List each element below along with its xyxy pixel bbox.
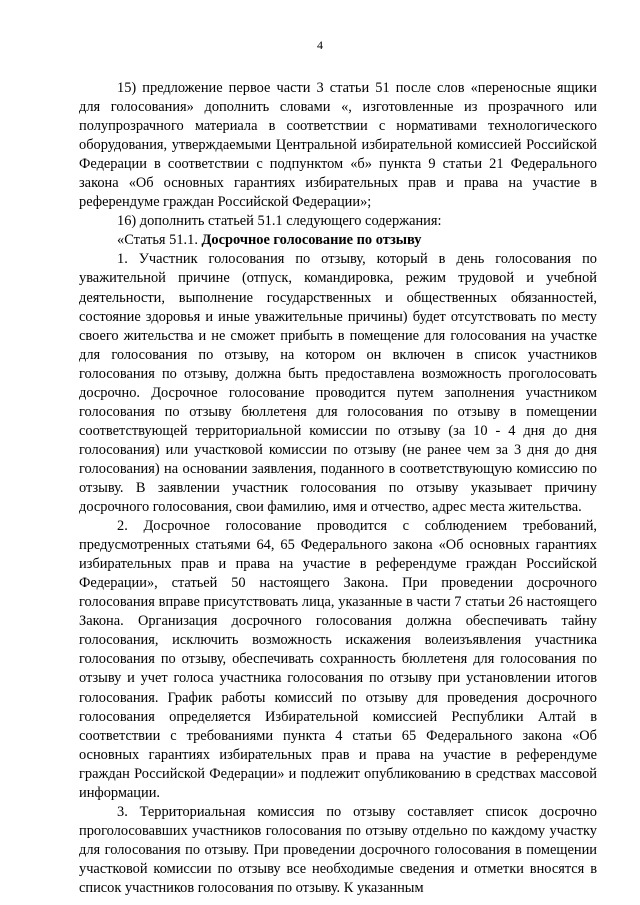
- article-heading: [79, 231, 597, 250]
- article-part-3: 3. Территориальная комиссия по отзыву составляет список досрочно проголосовавших участников голосования по отзыву отдельно по каждому участку для голосования по отзыву. При проведении досрочного голосования в помещении участковой комиссии по отзыву все необходимые сведения и отметки вносятся в список участников голосования по отзыву. К указанным: [79, 803, 597, 896]
- article-title: Досрочное голосование по отзыву: [201, 232, 422, 249]
- page-number: 4: [317, 38, 323, 52]
- article-part-2: 2. Досрочное голосование проводится с соблюдением требований, предусмотренных статьями 64, 65 Федерального закона «Об основных гарантиях избирательных прав и права на участие в референдуме граждан Российской Федерации», статьей 50 настоящего Закона. При проведении досрочного голосования вправе присутствовать лица, указанные в части 7 статьи 26 настоящего Закона. Организация досрочного голосования должна обеспечивать тайну голосования, исключить возможность искажения волеизъявления участника голосования по отзыву, обеспечивать сохранность бюллетеня для голосования по отзыву и учет голоса участника голосования по отзыву при установлении итогов голосования. График работы комиссий по отзыву для проведения досрочного голосования определяется Избирательной комиссией Республики Алтай в соответствии с требованиями пункта 4 статьи 65 Федерального закона «Об основных гарантиях избирательных прав и права на участие в референдуме граждан Российской Федерации» и подлежит опубликованию в средствах массовой информации.: [79, 518, 597, 801]
- article-part-1: 1. Участник голосования по отзыву, который в день голосования по уважительной причине (отпуск, командировка, режим трудовой и учебной деятельности, выполнение государственных и общественных обязанностей, состояние здоровья и иные уважительные причины) будет отсутствовать по месту своего жительства и не сможет прибыть в помещение для голосования на участке для голосования по отзыву, на котором он включен в список участников голосования по отзыву, должна быть предоставлена возможность проголосовать досрочно. Досрочное голосование проводится путем заполнения участником голосования по отзыву бюллетеня для голосования по отзыву в помещении соответствующей территориальной комиссии по отзыву (за 10 - 4 дня до дня голосования) или участковой комиссии по отзыву (не ранее чем за 3 дня до дня голосования) на основании заявления, поданного в соответствующую комиссию по отзыву. В заявлении участник голосования по отзыву указывает причину досрочного голосования, свои фамилию, имя и отчество, адрес места жительства.: [79, 251, 597, 516]
- document-body: [79, 79, 597, 898]
- paragraph-item-15: 15) предложение первое части 3 статьи 51 после слов «переносные ящики для голосования» дополнить словами «, изготовленные из прозрачного или полупрозрачного материала в соответствии с нормативами технологического оборудования, утверждаемыми Центральной избирательной комиссией Российской Федерации в соответствии с подпунктом «б» пункта 9 статьи 21 Федерального закона «Об основных гарантиях избирательных прав и права на участие в референдуме граждан Российской Федерации»;: [79, 80, 597, 211]
- paragraph-item-16: 16) дополнить статьей 51.1 следующего содержания:: [117, 213, 442, 230]
- article-number-label: «Статья 51.1.: [117, 232, 202, 249]
